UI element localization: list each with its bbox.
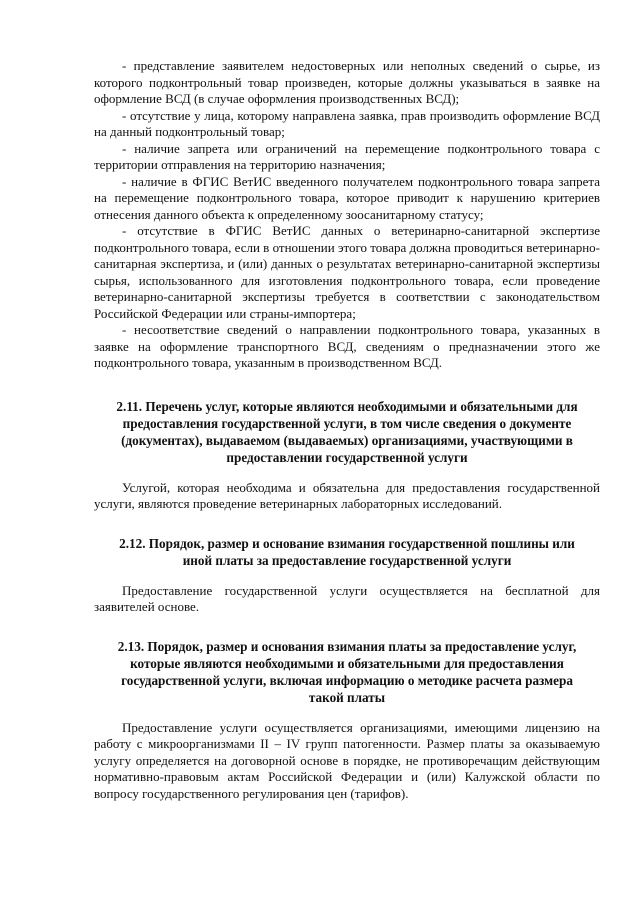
section-body-2-11: Услугой, которая необходима и обязательна для предоставления государственной услуги, являются проведение ветеринарных лабораторных исследований. (94, 479, 600, 511)
spacer (94, 513, 600, 535)
list-item: - наличие запрета или ограничений на перемещение подконтрольного товара с территории отправления на территорию назначения; (94, 140, 600, 172)
list-item: - отсутствие у лица, которому направлена заявка, прав производить оформление ВСД на данный подконтрольный товар; (94, 107, 600, 139)
list-item: - несоответствие сведений о направлении подконтрольного товара, указанных в заявке на оформление транспортного ВСД, сведениям о предназначении этого же подконтрольного товара, указанным в производственном ВСД. (94, 322, 600, 370)
document-body (94, 58, 600, 802)
section-heading-2-12: 2.12. Порядок, размер и основание взимания государственной пошлины или иной платы за предоставление государственной услуги (119, 535, 575, 568)
section-body-2-12: Предоставление государственной услуги осуществляется на бесплатной для заявителей основе. (94, 582, 600, 614)
list-item: - представление заявителем недостоверных или неполных сведений о сырье, из которого подконтрольный товар произведен, которые должны указываться в заявке на оформление ВСД (в случае оформления производственных ВСД); (94, 58, 600, 106)
spacer (94, 466, 600, 480)
list-item: - наличие в ФГИС ВетИС введенного получателем подконтрольного товара запрета на перемещение подконтрольного товара, которое приводит к нарушению критериев отнесения данного объекта к определенному зоосанитарному статусу; (94, 173, 600, 222)
spacer (94, 706, 600, 720)
section-heading-2-11: 2.11. Перечень услуг, которые являются необходимыми и обязательными для предоставления государственной услуги, в том числе сведения о документе (документах), выдаваемом (выдаваемых) организациями, участвующими в предоставлении государственной услуги (116, 398, 578, 465)
list-item: - отсутствие в ФГИС ВетИС данных о ветеринарно-санитарной экспертизе подконтрольного товара, если в отношении этого товара должна проводиться ветеринарно-санитарная экспертиза, и (или) данных о результатах ветеринарно-санитарной экспертизы сырья, использованного для изготовления подконтрольного товара, если проведение ветеринарно-санитарной экспертизы требуется в соответствии с законодательством Российской Федерации или страны-импортера; (94, 223, 601, 321)
spacer (94, 616, 600, 638)
spacer (94, 569, 600, 583)
spacer (94, 372, 600, 398)
section-heading-2-13: 2.13. Порядок, размер и основания взимания платы за предоставление услуг, которые являются необходимыми и обязательными для предоставления государственной услуги, включая информацию о методике расчета размера такой платы (117, 638, 577, 705)
section-body-2-13: Предоставление услуги осуществляется организациями, имеющими лицензию на работу с микроорганизмами II – IV групп патогенности. Размер платы за оказываемую услугу определяется на договорной основе в порядке, не противоречащим действующим нормативно-правовым актам Российской Федерации и (или) Калужской области по вопросу государственного регулирования цен (тарифов). (94, 719, 600, 801)
